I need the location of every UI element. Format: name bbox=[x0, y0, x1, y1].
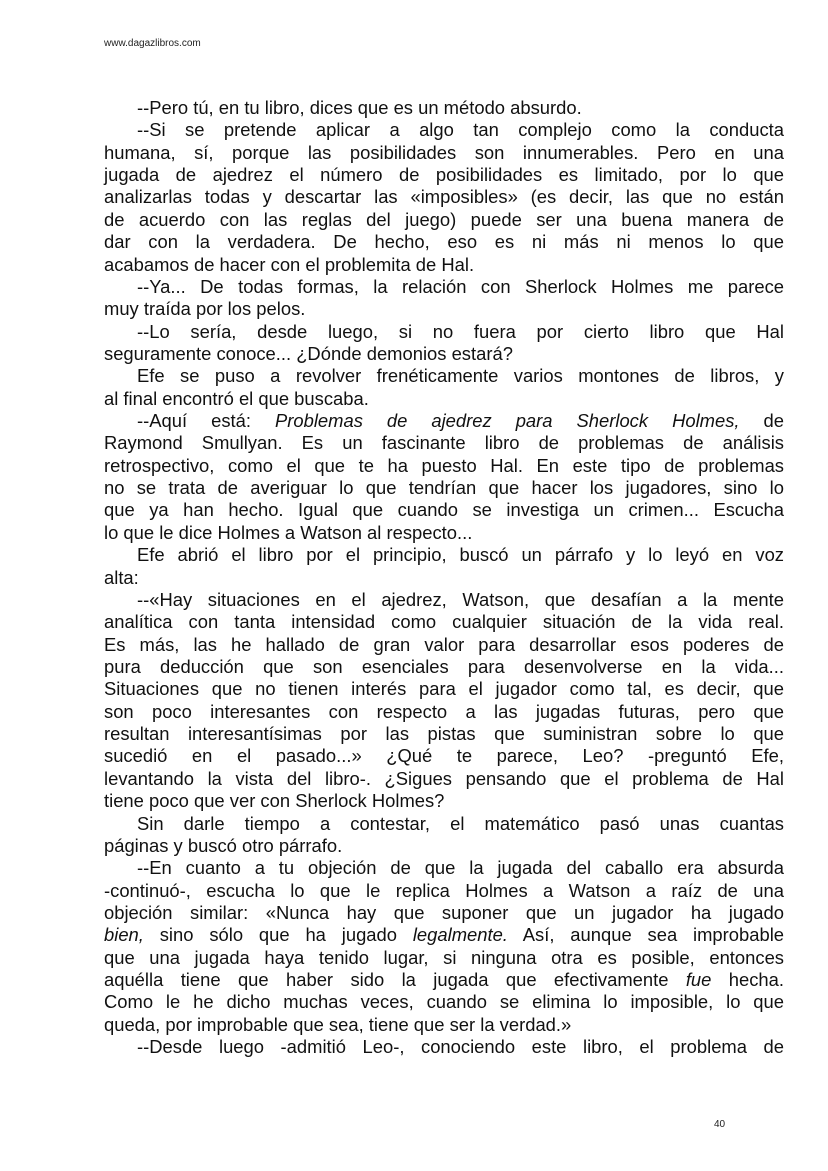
text-segment: al final encontró el que buscaba. bbox=[104, 387, 369, 409]
text-segment: --Pero tú, en tu libro, dices que es un método absurdo. bbox=[137, 97, 582, 118]
text-segment: que ya han hecho. Igual que cuando se investiga un crimen... Escucha bbox=[104, 499, 784, 521]
text-segment: de acuerdo con las reglas del juego) puede ser una buena manera de bbox=[104, 208, 784, 230]
text-line bbox=[104, 97, 784, 119]
paragraph bbox=[104, 276, 784, 321]
italic-text: legalmente. bbox=[412, 924, 508, 946]
paragraph bbox=[104, 321, 784, 366]
text-line bbox=[104, 321, 784, 343]
text-segment: aquélla tiene que haber sido la jugada que efectivamente bbox=[104, 969, 686, 991]
paragraph bbox=[104, 1036, 784, 1058]
text-line bbox=[104, 723, 784, 745]
text-line bbox=[104, 544, 784, 566]
text-segment: no se trata de averiguar lo que tendrían que hacer los jugadores, sino lo bbox=[104, 477, 784, 499]
paragraph bbox=[104, 589, 784, 813]
paragraph bbox=[104, 857, 784, 1036]
text-line bbox=[104, 1014, 784, 1036]
text-segment: Es más, las he hallado de gran valor para desarrollar esos poderes de bbox=[104, 633, 784, 655]
text-segment: sino sólo que ha jugado bbox=[143, 924, 413, 946]
text-segment: --Aquí está: bbox=[137, 410, 275, 432]
paragraph bbox=[104, 410, 784, 544]
document-body bbox=[104, 97, 784, 1058]
text-segment: humana, sí, porque las posibilidades son innumerables. Pero en una bbox=[104, 141, 784, 163]
text-segment: pura deducción que son esenciales para desenvolverse en la vida... bbox=[104, 655, 784, 677]
text-segment: -continuó-, escucha lo que le replica Holmes a Watson a raíz de una bbox=[104, 879, 784, 901]
text-segment: objeción similar: «Nunca hay que suponer que un jugador ha jugado bbox=[104, 901, 784, 923]
text-line bbox=[104, 254, 784, 276]
text-segment: --En cuanto a tu objeción de que la jugada del caballo era absurda bbox=[137, 857, 784, 879]
text-line bbox=[104, 410, 784, 432]
text-segment: son poco interesantes con respecto a las jugadas futuras, pero que bbox=[104, 700, 784, 722]
text-segment: páginas y buscó otro párrafo. bbox=[104, 834, 343, 856]
text-segment: levantando la vista del libro-. ¿Sigues pensando que el problema de Hal bbox=[104, 767, 784, 789]
text-line bbox=[104, 857, 784, 879]
text-line bbox=[104, 768, 784, 790]
text-line bbox=[104, 186, 784, 208]
text-segment: analizarlas todas y descartar las «imposibles» (es decir, las que no están bbox=[104, 186, 784, 208]
italic-text: Problemas de ajedrez para Sherlock Holmes, bbox=[274, 410, 740, 432]
paragraph bbox=[104, 365, 784, 410]
text-line bbox=[104, 678, 784, 700]
text-segment: dar con la verdadera. De hecho, eso es ni más ni menos lo que bbox=[104, 231, 784, 253]
text-line bbox=[104, 119, 784, 141]
text-line bbox=[104, 835, 784, 857]
text-line bbox=[104, 343, 784, 365]
text-segment: --Ya... De todas formas, la relación con Sherlock Holmes me parece bbox=[137, 275, 784, 297]
text-line bbox=[104, 745, 784, 767]
paragraph bbox=[104, 813, 784, 858]
text-segment: Así, aunque sea improbable bbox=[507, 924, 785, 946]
text-segment: Raymond Smullyan. Es un fascinante libro de problemas de análisis bbox=[104, 432, 784, 454]
text-line bbox=[104, 142, 784, 164]
text-line bbox=[104, 432, 784, 454]
text-line bbox=[104, 813, 784, 835]
text-line bbox=[104, 522, 784, 544]
paragraph bbox=[104, 97, 784, 119]
text-line bbox=[104, 880, 784, 902]
text-segment: Situaciones que no tienen interés para el jugador como tal, es decir, que bbox=[104, 678, 784, 700]
text-segment: acabamos de hacer con el problemita de Hal. bbox=[104, 253, 475, 275]
paragraph bbox=[104, 119, 784, 276]
text-segment: Efe se puso a revolver frenéticamente varios montones de libros, y bbox=[137, 365, 784, 387]
text-line bbox=[104, 790, 784, 812]
text-segment: Efe abrió el libro por el principio, buscó un párrafo y lo leyó en voz bbox=[137, 544, 784, 566]
text-line bbox=[104, 924, 784, 946]
text-line bbox=[104, 388, 784, 410]
italic-text: fue bbox=[685, 969, 712, 991]
text-line bbox=[104, 276, 784, 298]
text-segment: de bbox=[739, 410, 784, 432]
text-line bbox=[104, 611, 784, 633]
italic-text: bien, bbox=[104, 924, 144, 946]
text-line bbox=[104, 455, 784, 477]
text-line bbox=[104, 656, 784, 678]
text-segment: queda, por improbable que sea, tiene que ser la verdad.» bbox=[104, 1013, 572, 1035]
text-segment: --Lo sería, desde luego, si no fuera por cierto libro que Hal bbox=[137, 320, 784, 342]
text-segment: Sin darle tiempo a contestar, el matemático pasó unas cuantas bbox=[137, 812, 784, 834]
text-line bbox=[104, 902, 784, 924]
text-line bbox=[104, 634, 784, 656]
text-line bbox=[104, 298, 784, 320]
text-segment: tiene poco que ver con Sherlock Holmes? bbox=[104, 790, 445, 812]
text-line bbox=[104, 477, 784, 499]
text-segment: sucedió en el pasado...» ¿Qué te parece, Leo? -preguntó Efe, bbox=[104, 745, 784, 767]
page-number: 40 bbox=[714, 1119, 726, 1130]
text-line bbox=[104, 701, 784, 723]
text-segment: Como le he dicho muchas veces, cuando se elimina lo imposible, lo que bbox=[104, 991, 784, 1013]
text-segment: alta: bbox=[104, 566, 139, 588]
text-segment: retrospectivo, como el que te ha puesto Hal. En este tipo de problemas bbox=[104, 454, 784, 476]
text-segment: muy traída por los pelos. bbox=[104, 298, 306, 320]
text-line bbox=[104, 1036, 784, 1058]
text-line bbox=[104, 589, 784, 611]
text-line bbox=[104, 947, 784, 969]
header-site-url: www.dagazlibros.com bbox=[104, 38, 201, 49]
text-segment: hecha. bbox=[711, 969, 784, 991]
text-line bbox=[104, 164, 784, 186]
text-line bbox=[104, 209, 784, 231]
text-segment: analítica con tanta intensidad como cualquier situación de la vida real. bbox=[104, 611, 784, 633]
text-segment: --Si se pretende aplicar a algo tan complejo como la conducta bbox=[137, 119, 784, 141]
text-segment: que una jugada haya tenido lugar, si ninguna otra es posible, entonces bbox=[104, 946, 784, 968]
text-segment: resultan interesantísimas por las pistas que suministran sobre lo que bbox=[104, 723, 784, 745]
text-line bbox=[104, 969, 784, 991]
text-line bbox=[104, 567, 784, 589]
text-line bbox=[104, 991, 784, 1013]
text-segment: --Desde luego -admitió Leo-, conociendo este libro, el problema de bbox=[137, 1036, 784, 1058]
paragraph bbox=[104, 544, 784, 589]
text-segment: --«Hay situaciones en el ajedrez, Watson, que desafían a la mente bbox=[137, 588, 784, 610]
text-segment: lo que le dice Holmes a Watson al respecto... bbox=[104, 521, 473, 543]
text-segment: jugada de ajedrez el número de posibilidades es limitado, por lo que bbox=[104, 164, 784, 186]
text-segment: seguramente conoce... ¿Dónde demonios estará? bbox=[104, 342, 513, 364]
text-line bbox=[104, 499, 784, 521]
text-line bbox=[104, 231, 784, 253]
text-line bbox=[104, 365, 784, 387]
